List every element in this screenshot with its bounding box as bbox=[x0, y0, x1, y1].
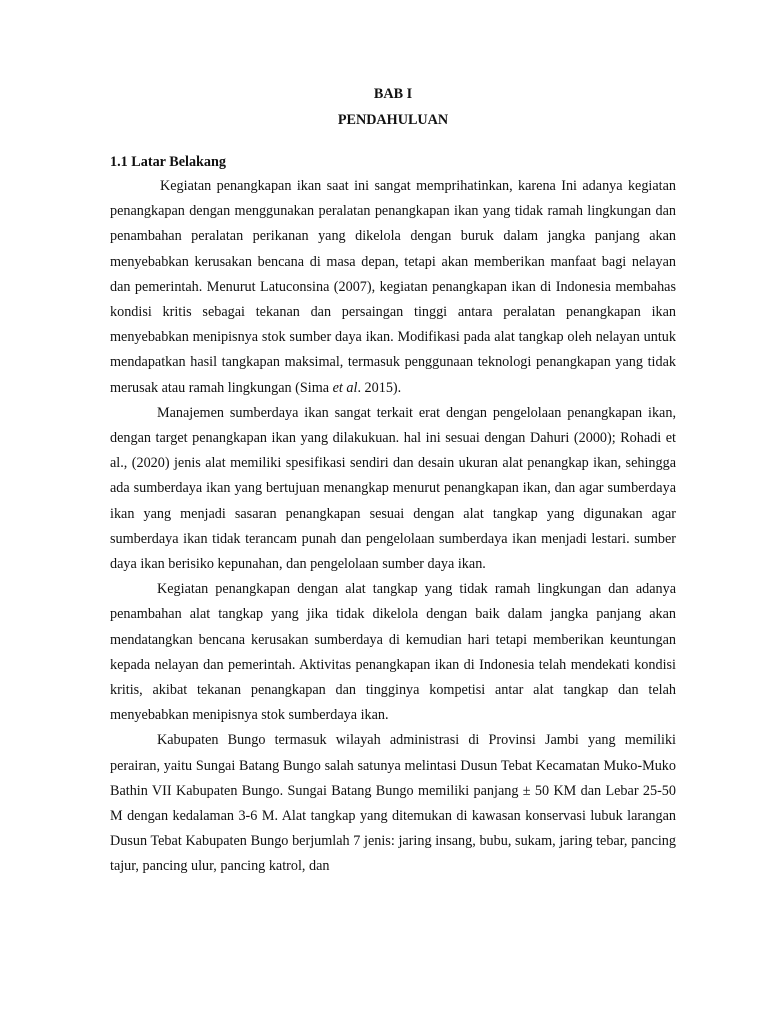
paragraph-1 bbox=[110, 174, 676, 401]
chapter-number: BAB I bbox=[373, 86, 413, 102]
paragraph-2: Manajemen sumberdaya ikan sangat terkait erat dengan pengelolaan penangkapan ikan, dengan target penangkapan ikan yang dilakukuan. hal ini sesuai dengan Dahuri (2000); Rohadi et al., (2020) jenis alat memiliki spesifikasi sendiri dan desain ukuran alat penangkap ikan, sehingga ada sumberdaya ikan yang bertujuan menangkap menurut penangkapan ikan, dan agar sumberdaya ikan yang menjadi sasaran penangkapan sesuai dengan alat tangkap yang digunakan agar sumberdaya ikan tidak terancam punah dan pengelolaan sumberdaya ikan menjadi lestari. sumber daya ikan berisiko kepunahan, dan pengelolaan sumber daya ikan. bbox=[110, 404, 676, 573]
paragraph-1-text: Kegiatan penangkapan ikan saat ini sangat memprihatinkan, karena Ini adanya kegiatan penangkapan dengan menggunakan peralatan penangkapan ikan yang tidak ramah lingkungan dan penambahan peralatan perikanan yang dikelola dengan buruk dalam jangka panjang akan menyebabkan kerusakan bencana di masa depan, tetapi akan memberikan manfaat bagi nelayan dan pemerintah. Menurut Latuconsina (2007), kegiatan penangkapan ikan di Indonesia membahas kondisi kritis sebagai tekanan dan persaingan tinggi antara peralatan penangkapan ikan menyebabkan menipisnya stok sumber daya ikan. Modifikasi pada alat tangkap oleh nelayan untuk mendapatkan hasil tangkapan maksimal, termasuk penggunaan teknologi penangkapan yang tidak merusak atau ramah lingkungan (Sima bbox=[110, 178, 676, 396]
chapter-title: PENDAHULUAN bbox=[337, 112, 449, 128]
paragraph-4: Kabupaten Bungo termasuk wilayah administrasi di Provinsi Jambi yang memiliki perairan, yaitu Sungai Batang Bungo salah satunya melintasi Dusun Tebat Kecamatan Muko-Muko Bathin VII Kabupaten Bungo. Sungai Batang Bungo memiliki panjang ± 50 KM dan Lebar 25-50 M dengan kedalaman 3-6 M. Alat tangkap yang ditemukan di kawasan konservasi lubuk larangan Dusun Tebat Kabupaten Bungo berjumlah 7 jenis: jaring insang, bubu, sukam, jaring tebar, pancing tajur, pancing ulur, pancing katrol, dan bbox=[110, 732, 676, 875]
paragraph-1-italic: et al bbox=[332, 379, 358, 396]
section-heading: 1.1 Latar Belakang bbox=[110, 154, 227, 170]
paragraph-3: Kegiatan penangkapan dengan alat tangkap yang tidak ramah lingkungan dan adanya penambahan alat tangkap yang jika tidak dikelola dengan baik dalam jangka panjang akan mendatangkan bencana kerusakan sumberdaya di kemudian hari tetapi memberikan keuntungan kepada nelayan dan pemerintah. Aktivitas penangkapan ikan di Indonesia telah mendekati kondisi kritis, akibat tekanan penangkapan dan tingginya kompetisi antar alat tangkap dan telah menyebabkan menipisnya stok sumberdaya ikan. bbox=[110, 581, 676, 724]
document-page bbox=[110, 84, 676, 880]
paragraph-1-tail: . 2015). bbox=[357, 379, 402, 396]
